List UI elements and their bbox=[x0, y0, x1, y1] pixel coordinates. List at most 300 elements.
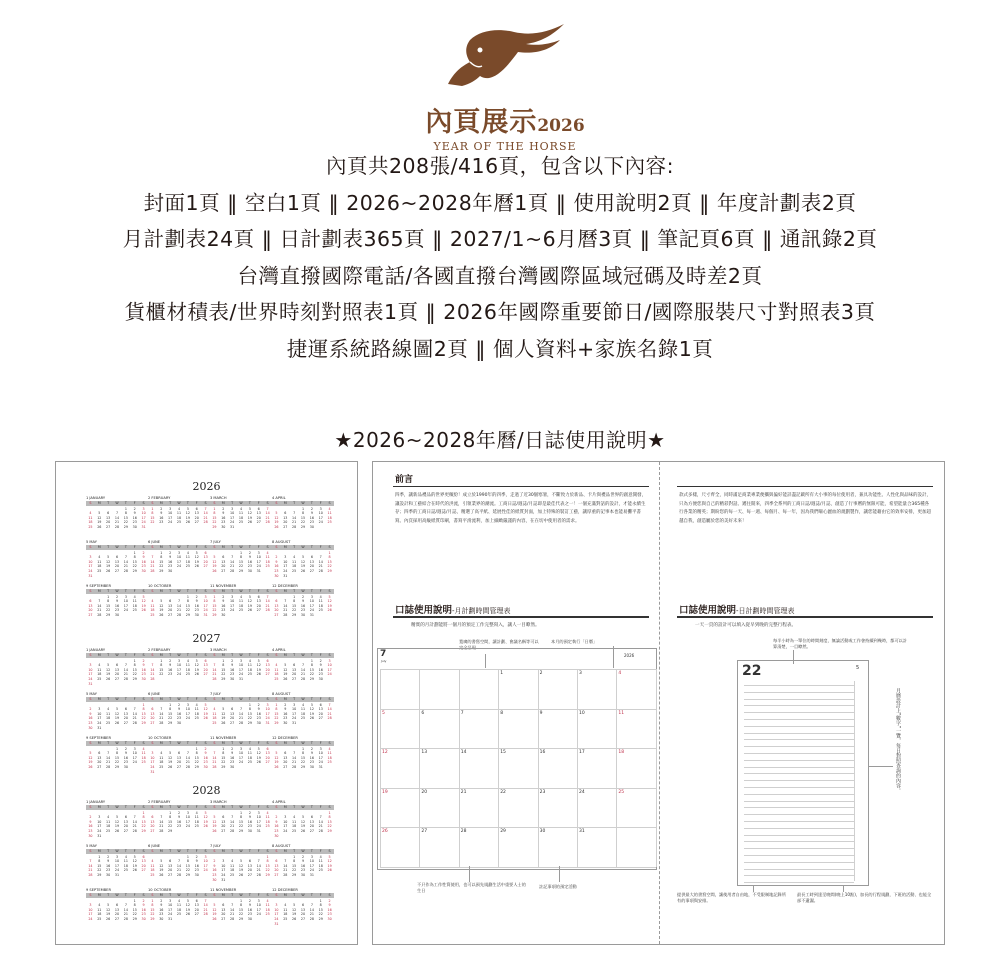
mini-month-week: 28 29 30 31 bbox=[88, 872, 120, 877]
logo-subtitle: YEAR OF THE HORSE bbox=[433, 140, 577, 153]
mini-month-week: 7 8 9 10 11 12 13 bbox=[213, 663, 270, 668]
mini-month-week: 1 2 3 4 bbox=[301, 746, 331, 751]
mini-month-week: 15 16 17 18 19 20 21 bbox=[150, 907, 208, 912]
mini-month-week: 1 2 bbox=[319, 898, 331, 903]
mini-month-week: 7 8 9 10 11 12 13 bbox=[151, 555, 208, 560]
day-cell-number: 30 bbox=[539, 829, 546, 834]
mini-month-week: 26 27 28 29 30 31 bbox=[274, 764, 323, 769]
schedule-line bbox=[744, 835, 854, 836]
mini-month-week: 29 30 31 bbox=[212, 524, 235, 529]
leader-line bbox=[843, 886, 844, 892]
day-cell-number: 23 bbox=[539, 789, 546, 795]
mini-month-week: 8 9 10 11 12 13 14 bbox=[151, 511, 208, 516]
mini-month bbox=[272, 888, 334, 930]
mini-month-week: 4 5 6 7 8 9 10 bbox=[275, 663, 332, 668]
day-cell-number: 13 bbox=[421, 750, 428, 755]
mini-month-week: 22 23 24 25 26 27 28 bbox=[274, 716, 332, 721]
section-title: ★2026~2028年曆/日誌使用說明★ bbox=[334, 428, 666, 452]
mini-month bbox=[148, 736, 210, 778]
mini-month-week: 11 12 13 14 15 16 17 bbox=[212, 711, 270, 716]
mini-month-week: 27 28 29 30 bbox=[88, 612, 120, 617]
mini-month-week: 19 20 21 22 23 24 25 bbox=[88, 760, 146, 765]
schedule-line bbox=[744, 746, 854, 747]
mini-month-week: 22 23 24 25 26 27 28 bbox=[212, 608, 270, 613]
mini-month-name: 11 NOVEMBER bbox=[210, 736, 237, 740]
mini-month-week: 18 19 20 21 22 23 24 bbox=[212, 716, 270, 721]
mini-month-week: 29 30 bbox=[212, 612, 226, 617]
mini-month-week: 1 2 3 4 bbox=[239, 550, 269, 555]
contents-line: 內頁共208張/416頁，包含以下內容: bbox=[325, 154, 675, 178]
mini-month-name: 12 DECEMBER bbox=[272, 888, 298, 892]
mini-month-week: 11 12 13 14 15 16 17 bbox=[274, 667, 332, 672]
monthly-planner-sample bbox=[377, 648, 657, 870]
mini-month-weekdays: S M T W T F S bbox=[86, 697, 148, 702]
mini-month-weekdays: S M T W T F S bbox=[86, 653, 148, 658]
mini-month-week: 1 2 3 4 5 6 7 bbox=[213, 594, 269, 599]
mini-month-weekdays: S M T W T F S bbox=[272, 697, 334, 702]
mini-month bbox=[148, 844, 210, 886]
mini-month-name: 9 SEPTEMBER bbox=[86, 736, 111, 740]
schedule-line bbox=[744, 692, 854, 693]
mini-month-week: 10 11 12 13 14 15 16 bbox=[88, 907, 146, 912]
mini-month-week: 1 2 3 4 5 6 7 bbox=[213, 506, 269, 511]
mini-month-week: 9 10 11 12 13 14 15 bbox=[213, 863, 270, 868]
schedule-line bbox=[744, 726, 854, 727]
daily-callout: 提供最大的書寫空間，讓使用者自由地，不受限制地記錄所有的事項與安排。 bbox=[677, 892, 786, 903]
mini-month-week: 29 30 31 bbox=[150, 916, 173, 921]
day-cell-number: 1 bbox=[500, 671, 504, 676]
mini-month-week: 10 11 12 13 14 15 16 bbox=[88, 667, 146, 672]
grid-line bbox=[380, 709, 656, 710]
mini-month-week: 1 2 3 4 bbox=[239, 898, 269, 903]
preface-title: 前言 bbox=[395, 475, 414, 485]
mini-month bbox=[148, 800, 210, 842]
mini-month-week: 30 31 bbox=[212, 877, 226, 882]
mini-month-week: 25 26 27 28 29 30 bbox=[150, 872, 199, 877]
mini-month-weekdays: S M T W T F S bbox=[86, 501, 148, 506]
mini-month-week: 1 2 3 bbox=[186, 854, 207, 859]
mini-month-week: 30 31 bbox=[88, 833, 102, 838]
mini-month-week: 7 8 9 10 11 12 13 bbox=[213, 751, 270, 756]
daily-callout: 最長工時到達至晚間(晚上10點)，加長的行程規劃，下班的活動、也能全部不遺漏。 bbox=[797, 892, 932, 903]
mini-month-name: 8 AUGUST bbox=[272, 540, 291, 544]
mini-month-week: 5 6 7 8 9 10 11 bbox=[213, 815, 270, 820]
mini-month-week: 31 bbox=[88, 681, 93, 686]
mini-month-week: 3 4 5 6 7 8 9 bbox=[89, 555, 145, 560]
mini-month-week: 9 10 11 12 13 14 15 bbox=[275, 559, 332, 564]
mini-month-week: 8 9 10 11 12 13 14 bbox=[213, 511, 270, 516]
mini-month-week: 15 16 17 18 19 20 21 bbox=[212, 515, 270, 520]
mini-month-week: 1 2 3 4 bbox=[301, 506, 331, 511]
day-cell-number: 10 bbox=[579, 710, 585, 716]
mini-month-weekdays: S M T W T F S bbox=[148, 741, 210, 746]
mini-month-week: 18 19 20 21 22 23 24 bbox=[150, 608, 208, 613]
mini-month-week: 24 25 26 27 28 29 30 bbox=[88, 568, 146, 573]
mini-month-week: 1 2 3 4 5 6 bbox=[222, 746, 269, 751]
mini-month-week: 9 10 11 12 13 14 15 bbox=[89, 819, 146, 824]
day-cell-number: 18 bbox=[618, 750, 625, 755]
mini-month-week: 1 2 3 bbox=[124, 506, 145, 511]
mini-month-weekdays: S M T W T F S bbox=[210, 741, 272, 746]
mini-month-week: 1 2 bbox=[133, 898, 145, 903]
mini-month-week: 25 26 27 28 29 30 31 bbox=[88, 524, 146, 529]
schedule-line bbox=[744, 739, 854, 740]
day-cell-number: 2 bbox=[539, 671, 543, 676]
mini-month-week: 15 16 17 18 19 20 21 bbox=[212, 603, 270, 608]
divider bbox=[393, 486, 649, 487]
mini-month-week: 15 16 17 18 19 20 21 bbox=[274, 711, 332, 716]
mini-month-name: 4 APRIL bbox=[272, 648, 286, 652]
mini-month-week: 1 2 3 bbox=[186, 594, 207, 599]
contents-line: 台灣直撥國際電話/各國直撥台灣國際區域冠碼及時差2頁 bbox=[237, 263, 763, 288]
day-cell-number: 15 bbox=[500, 750, 506, 755]
mini-month-week: 30 31 bbox=[88, 725, 102, 730]
mini-month bbox=[86, 800, 148, 842]
grid-line bbox=[616, 669, 617, 867]
mini-month-week: 2 3 4 5 6 7 8 bbox=[89, 815, 145, 820]
mini-month-week: 5 6 7 8 9 10 11 bbox=[89, 751, 146, 756]
mini-month-week: 18 19 20 21 22 23 24 bbox=[274, 672, 332, 677]
mini-month-week: 21 22 23 24 25 26 27 bbox=[88, 868, 146, 873]
mini-month-week: 1 2 3 4 5 6 7 bbox=[151, 898, 207, 903]
schedule-line bbox=[744, 699, 854, 700]
planner-instructions-spread bbox=[372, 461, 945, 945]
mini-month bbox=[86, 584, 148, 626]
daily-callout: 每半小時為一單位的時間刻度，無論活動或工作會持續到幾時，都可以計算清楚，一目瞭然。 bbox=[773, 638, 908, 649]
mini-month-week: 12 13 14 15 16 17 18 bbox=[212, 907, 270, 912]
mini-month-name: 9 SEPTEMBER bbox=[86, 584, 111, 588]
mini-month-week: 1 bbox=[142, 810, 145, 815]
leader-line bbox=[469, 866, 470, 882]
mini-month-name: 4 APRIL bbox=[272, 496, 286, 500]
mini-month-week: 21 22 23 24 25 26 27 bbox=[212, 760, 270, 765]
day-cell-number: 28 bbox=[460, 829, 467, 834]
monthly-callout: 本月的預定執行「日曆」 bbox=[551, 639, 598, 644]
mini-month-week: 28 bbox=[150, 676, 155, 681]
mini-month-weekdays: S M T W T F S bbox=[86, 805, 148, 810]
day-cell-number: 31 bbox=[579, 829, 585, 834]
schedule-line bbox=[744, 787, 854, 788]
mini-month-weekdays: S M T W T F S bbox=[272, 849, 334, 854]
mini-month-week: 19 20 21 22 23 24 25 bbox=[212, 912, 270, 917]
mini-month-week: 8 9 10 11 12 13 14 bbox=[275, 707, 332, 712]
mini-month-week: 31 bbox=[274, 921, 279, 926]
mini-month-name: 1 JANUARY bbox=[86, 800, 106, 804]
mini-month-week: 14 15 16 17 18 19 20 bbox=[88, 863, 146, 868]
mini-month bbox=[210, 844, 272, 886]
mini-month bbox=[272, 648, 334, 690]
mini-month-week: 20 21 22 23 24 25 26 bbox=[150, 716, 208, 721]
day-cell-number: 26 bbox=[382, 829, 388, 834]
mini-month bbox=[210, 648, 272, 690]
mini-month-week: 11 12 13 14 15 16 17 bbox=[150, 863, 208, 868]
mini-month-week: 14 15 16 17 18 19 20 bbox=[212, 667, 270, 672]
mini-month-week: 27 28 29 30 bbox=[150, 720, 182, 725]
mini-month-week: 5 6 7 8 9 10 11 bbox=[275, 511, 332, 516]
mini-month-name: 2 FEBRUARY bbox=[148, 496, 171, 500]
monthly-callout: 不只作為工作性質使用，也可以預先規劃生活中重要人士的生日 bbox=[417, 882, 526, 893]
mini-month-weekdays: S M T W T F S bbox=[148, 545, 210, 550]
mini-month bbox=[86, 648, 148, 690]
grid-line bbox=[498, 669, 499, 867]
mini-month-week: 13 14 15 16 17 18 19 bbox=[88, 603, 146, 608]
mini-month-week: 26 27 28 29 30 31 bbox=[212, 828, 261, 833]
mini-month-week: 1 2 bbox=[133, 658, 145, 663]
mini-month-week: 10 11 12 13 14 15 16 bbox=[274, 907, 332, 912]
mini-month-week: 30 bbox=[274, 833, 279, 838]
mini-month-week: 5 6 7 8 9 10 11 bbox=[213, 555, 270, 560]
leader-line bbox=[869, 766, 893, 767]
brand-logo bbox=[400, 22, 610, 153]
grid-line bbox=[459, 669, 460, 867]
mini-month-weekdays: S M T W T F S bbox=[86, 589, 148, 594]
mini-month-week: 28 29 30 31 bbox=[212, 676, 244, 681]
day-cell-number: 11 bbox=[618, 710, 625, 716]
day-cell-number: 25 bbox=[618, 789, 625, 795]
mini-month-name: 10 OCTOBER bbox=[148, 584, 172, 588]
mini-month-week: 13 14 15 16 17 18 19 bbox=[150, 711, 208, 716]
mini-month bbox=[148, 648, 210, 690]
monthly-guide-desc: 精實的月計劃能將一個月的預定工作完整寫入，讓人一目瞭然。 bbox=[411, 623, 540, 628]
mini-month-week: 14 15 16 17 18 19 20 bbox=[150, 559, 208, 564]
preface-right-text: 款式多樣，尺寸齊全，同時滿足商業專業便攜與偏好能詳盡記載所有大小事的每位使用者，兼具功能性、人性化與品味的設計，只為方便您與自己的精彩對話。邁往開來，四季全系列的工商日誌/週誌/月誌，創造了行事曆的無限可能，希望能量合365種各行各業的精英；期盼您的每一天、每一週、每個月、每一年，因為我們嘔心瀝血的規劃製作，讓您能藉由它的效率安排，更加超越自我，創造屬於您的美好未來！ bbox=[679, 493, 931, 524]
mini-month-week: 12 13 14 15 16 17 18 bbox=[212, 559, 270, 564]
mini-month-weekdays: S M T W T F S bbox=[148, 893, 210, 898]
daily-callout: 月曆設計上“數字”一覽，每日對照查詢的內容。 bbox=[895, 688, 901, 794]
mini-month bbox=[210, 736, 272, 778]
mini-month-week: 16 17 18 19 20 21 22 bbox=[88, 824, 146, 829]
mini-month-week: 24 25 26 27 28 29 30 bbox=[274, 916, 332, 921]
mini-month-name: 6 JUNE bbox=[148, 844, 161, 848]
mini-month-week: 18 19 20 21 22 23 24 bbox=[88, 520, 146, 525]
mini-month-week: 1 bbox=[266, 854, 269, 859]
grid-line bbox=[380, 867, 656, 868]
mini-month bbox=[86, 540, 148, 582]
mini-month-name: 2 FEBRUARY bbox=[148, 648, 171, 652]
grid-line bbox=[380, 748, 656, 749]
mini-month-week: 25 26 27 28 29 30 31 bbox=[212, 720, 270, 725]
mini-month bbox=[272, 736, 334, 778]
time-column-line bbox=[854, 681, 855, 881]
mini-month-week: 1 2 bbox=[195, 746, 207, 751]
mini-month bbox=[148, 692, 210, 734]
mini-month-weekdays: S M T W T F S bbox=[272, 805, 334, 810]
mini-month-weekdays: S M T W T F S bbox=[272, 741, 334, 746]
mini-month-name: 9 SEPTEMBER bbox=[86, 888, 111, 892]
mini-month-week: 12 13 14 15 16 17 18 bbox=[212, 819, 270, 824]
mini-month-week: 1 2 3 4 bbox=[115, 746, 145, 751]
mini-month-week: 10 11 12 13 14 15 16 bbox=[88, 559, 146, 564]
mini-month bbox=[272, 692, 334, 734]
mini-month-week: 19 20 21 22 23 24 25 bbox=[212, 564, 270, 569]
mini-month-name: 12 DECEMBER bbox=[272, 736, 298, 740]
schedule-line bbox=[744, 705, 854, 706]
mini-month-week: 4 5 6 7 8 9 10 bbox=[151, 859, 208, 864]
mini-month-week: 12 13 14 15 16 17 18 bbox=[274, 515, 332, 520]
mini-month bbox=[148, 496, 210, 538]
day-cell-number: 27 bbox=[421, 829, 428, 834]
divider bbox=[677, 486, 933, 487]
schedule-line bbox=[744, 828, 854, 829]
mini-month-week: 23 24 25 26 27 28 29 bbox=[274, 828, 332, 833]
mini-month-weekdays: S M T W T F S bbox=[148, 849, 210, 854]
mini-month-week: 2 3 4 5 6 7 8 bbox=[275, 815, 331, 820]
mini-month-week: 10 11 12 13 14 15 16 bbox=[150, 755, 208, 760]
day-cell-number: 9 bbox=[539, 710, 543, 716]
mini-month-name: 5 MAY bbox=[86, 844, 97, 848]
day-cell-number: 19 bbox=[382, 789, 388, 795]
logo-title: 內頁展示2026 bbox=[425, 107, 585, 138]
mini-month bbox=[272, 844, 334, 886]
mini-month-week: 9 10 11 12 13 14 15 bbox=[89, 711, 146, 716]
day-cell-number: 14 bbox=[460, 750, 467, 755]
mini-month-name: 6 JUNE bbox=[148, 540, 161, 544]
mini-month-week: 16 17 18 19 20 21 22 bbox=[88, 716, 146, 721]
schedule-line bbox=[744, 794, 854, 795]
day-cell-number: 6 bbox=[421, 710, 425, 716]
mini-month-week: 1 bbox=[328, 550, 331, 555]
mini-month-weekdays: S M T W T F S bbox=[210, 589, 272, 594]
mini-month bbox=[272, 496, 334, 538]
mini-month-weekdays: S M T W T F S bbox=[148, 589, 210, 594]
day-cell-number: 5 bbox=[382, 710, 385, 716]
mini-month-week: 13 14 15 16 17 18 19 bbox=[150, 819, 208, 824]
mini-month-week: 2 3 4 5 6 7 8 bbox=[213, 859, 269, 864]
day-cell-number: 22 bbox=[500, 789, 506, 795]
schedule-line bbox=[744, 753, 854, 754]
mini-month-week: 12 13 14 15 16 17 18 bbox=[88, 755, 146, 760]
mini-month-weekdays: S M T W T F S bbox=[210, 545, 272, 550]
mini-month-week: 11 12 13 14 15 16 17 bbox=[150, 603, 208, 608]
mini-month-week: 17 18 19 20 21 22 23 bbox=[88, 672, 146, 677]
mini-month-name: 11 NOVEMBER bbox=[210, 584, 237, 588]
day-number: 22 bbox=[742, 663, 762, 679]
mini-month-name: 12 DECEMBER bbox=[272, 584, 298, 588]
mini-month-week: 23 24 25 26 27 28 29 bbox=[88, 720, 146, 725]
mini-month-week: 15 16 17 18 19 20 21 bbox=[150, 515, 208, 520]
mini-month-week: 19 20 21 22 23 24 25 bbox=[274, 760, 332, 765]
day-cell-number: 20 bbox=[421, 789, 428, 795]
mini-month-week: 19 20 21 22 23 24 25 bbox=[274, 520, 332, 525]
mini-month bbox=[86, 888, 148, 930]
monthly-guide-title: 口誌使用說明-月計劃時間管理表 bbox=[395, 605, 511, 616]
daily-planner-sample bbox=[737, 660, 869, 886]
mini-month-week: 27 28 29 bbox=[150, 828, 173, 833]
mini-month-week: 4 5 6 7 8 9 10 bbox=[151, 599, 208, 604]
schedule-line bbox=[744, 780, 854, 781]
monthly-callout: 寬廣的書寫空間，讓計劃、會議名稱等可以完全呈現 bbox=[459, 639, 539, 650]
mini-month-name: 11 NOVEMBER bbox=[210, 888, 237, 892]
mini-month-week: 1 2 3 4 5 6 7 bbox=[151, 506, 207, 511]
mini-month-week: 1 2 3 4 5 bbox=[293, 854, 331, 859]
mini-month-week: 16 17 18 19 20 21 22 bbox=[212, 868, 270, 873]
mini-month-week: 26 27 28 29 30 31 bbox=[212, 568, 261, 573]
mini-month-week: 7 8 9 10 11 12 13 bbox=[151, 663, 208, 668]
mini-month-week: 13 14 15 16 17 18 19 bbox=[274, 863, 332, 868]
week-number: 5 bbox=[856, 665, 860, 671]
leader-line bbox=[559, 866, 560, 882]
mini-month-week: 11 12 13 14 15 16 17 bbox=[88, 515, 146, 520]
mini-month-week: 1 2 3 bbox=[310, 658, 331, 663]
schedule-line bbox=[744, 801, 854, 802]
mini-month-week: 4 5 6 7 8 9 10 bbox=[89, 511, 146, 516]
mini-month-week: 2 3 4 5 6 7 8 bbox=[275, 555, 331, 560]
grid-line bbox=[538, 669, 539, 867]
day-cell-number: 24 bbox=[579, 789, 585, 795]
contents-line: 貨櫃材積表/世界時刻對照表1頁 ‖ 2026年國際重要節日/國際服裝尺寸對照表3頁 bbox=[124, 300, 876, 324]
day-cell-number: 16 bbox=[539, 750, 546, 755]
mini-month-weekdays: S M T W T F S bbox=[148, 653, 210, 658]
mini-month bbox=[86, 844, 148, 886]
mini-month-week: 23 24 25 26 27 28 29 bbox=[212, 872, 270, 877]
mini-month-week: 21 22 23 24 25 26 27 bbox=[150, 672, 208, 677]
mini-month-weekdays: S M T W T F S bbox=[272, 589, 334, 594]
mini-month-week: 21 22 23 24 25 26 27 bbox=[212, 672, 270, 677]
mini-month-week: 4 5 6 7 8 9 10 bbox=[213, 707, 270, 712]
mini-month bbox=[86, 736, 148, 778]
daily-guide-desc: 一天一頁的設計可以填入從早到晚的完整行程表。 bbox=[695, 623, 797, 628]
grid-line bbox=[380, 669, 656, 670]
mini-month-week: 12 13 14 15 16 17 18 bbox=[274, 755, 332, 760]
schedule-line bbox=[744, 869, 854, 870]
mini-month-week: 23 24 25 26 27 28 29 bbox=[274, 568, 332, 573]
mini-month-weekdays: S M T W T F S bbox=[86, 741, 148, 746]
mini-month-name: 7 JULY bbox=[210, 844, 221, 848]
mini-month-week: 8 9 10 11 12 13 14 bbox=[151, 903, 208, 908]
mini-month bbox=[210, 800, 272, 842]
mini-month-week: 31 bbox=[88, 573, 93, 578]
divider bbox=[393, 616, 649, 618]
mini-month-week: 3 4 5 6 7 8 9 bbox=[151, 751, 207, 756]
mini-month-week: 25 26 27 28 29 30 bbox=[274, 676, 323, 681]
mini-month-week: 14 15 16 17 18 19 20 bbox=[150, 667, 208, 672]
mini-month-week: 17 18 19 20 21 22 23 bbox=[88, 912, 146, 917]
mini-month-week: 1 2 3 4 5 6 bbox=[160, 550, 207, 555]
mini-month-week: 1 2 3 4 5 bbox=[293, 594, 331, 599]
schedule-line bbox=[744, 733, 854, 734]
mini-month-name: 7 JULY bbox=[210, 540, 221, 544]
mini-month-week: 26 27 28 29 30 bbox=[88, 764, 128, 769]
mini-month-weekdays: S M T W T F S bbox=[272, 653, 334, 658]
mini-month-name: 4 APRIL bbox=[272, 800, 286, 804]
mini-month bbox=[210, 496, 272, 538]
schedule-line bbox=[744, 685, 854, 686]
mini-month-week: 20 21 22 23 24 25 26 bbox=[274, 608, 332, 613]
calendar-year-heading: 2026 bbox=[192, 480, 221, 493]
mini-month-name: 2 FEBRUARY bbox=[148, 800, 171, 804]
mini-month bbox=[210, 584, 272, 626]
mini-month bbox=[210, 540, 272, 582]
contents-line: 捷運系統路線圖2頁 ‖ 個人資料+家族名錄1頁 bbox=[286, 336, 714, 361]
mini-month-weekdays: S M T W T F S bbox=[86, 849, 148, 854]
monthly-year: 2026 bbox=[624, 653, 635, 658]
mini-month-week: 3 4 5 6 7 8 9 bbox=[89, 903, 145, 908]
schedule-line bbox=[744, 875, 854, 876]
mini-month-week: 1 bbox=[328, 810, 331, 815]
contents-line: 月計劃表24頁 ‖ 日計劃表365頁 ‖ 2027/1~6月曆3頁 ‖ 筆記頁6頁 ‖ 通訊錄2頁 bbox=[122, 227, 878, 251]
mini-month-weekdays: S M T W T F S bbox=[86, 545, 148, 550]
schedule-line bbox=[744, 848, 854, 849]
schedule-line bbox=[744, 719, 854, 720]
schedule-line bbox=[744, 855, 854, 856]
schedule-line bbox=[744, 807, 854, 808]
grid-line bbox=[380, 669, 381, 867]
mini-month-weekdays: S M T W T F S bbox=[210, 849, 272, 854]
mini-month-week: 3 4 5 6 7 8 9 bbox=[275, 903, 331, 908]
mini-month-name: 7 JULY bbox=[210, 692, 221, 696]
mini-month bbox=[148, 584, 210, 626]
mini-month-week: 5 6 7 8 9 10 11 bbox=[275, 751, 332, 756]
